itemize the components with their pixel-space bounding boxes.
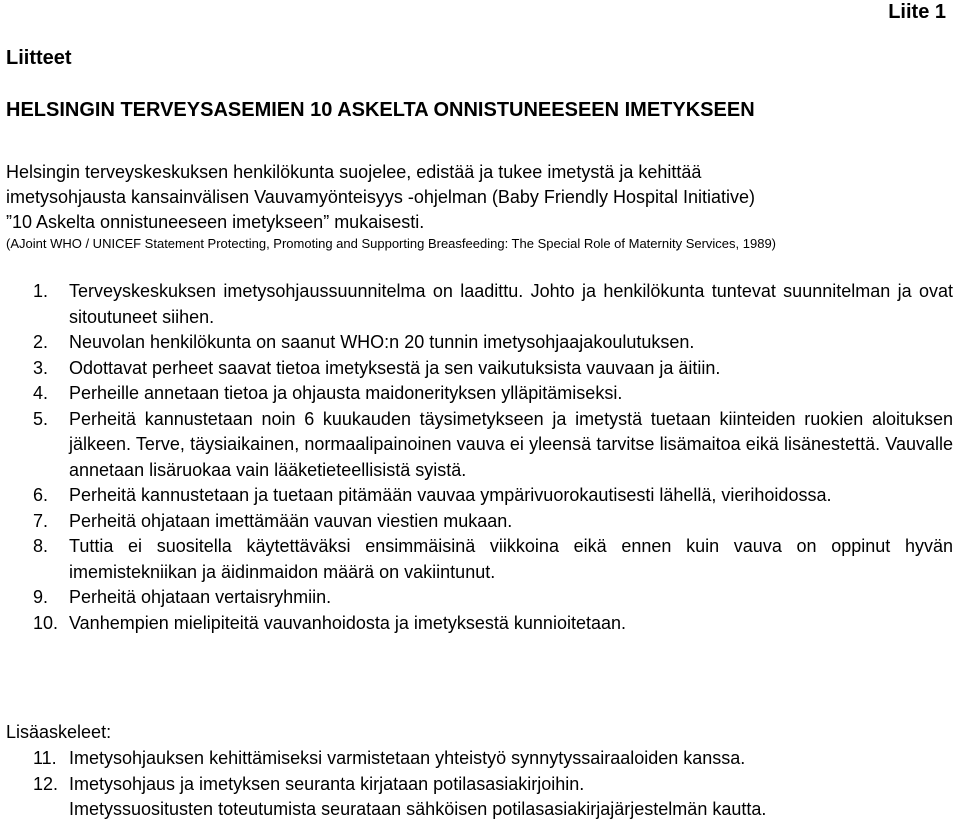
- list-item-continuation: [33, 797, 953, 823]
- step-number: 5.: [33, 408, 49, 429]
- list-item: [33, 381, 953, 407]
- step-number: 11.: [33, 748, 57, 768]
- steps-list: [33, 279, 953, 636]
- extra-steps-heading: Lisäaskeleet:: [6, 722, 112, 742]
- step-text: Tuttia ei suositella käytettäväksi ensimmäisinä viikkoina eikä ennen kuin vauva on oppinut hyvän imemistekniikan ja äidinmaidon määrä on vakiintunut.: [69, 536, 953, 582]
- step-continuation-text: Imetyssuositusten toteutumista seurataan sähköisen potilasasiakirjajärjestelmän kautta.: [69, 799, 767, 819]
- step-text: Vanhempien mielipiteitä vauvanhoidosta ja imetyksestä kunnioitetaan.: [69, 612, 626, 633]
- step-text: Imetysohjauksen kehittämiseksi varmistetaan yhteistyö synnytyssairaaloiden kanssa.: [69, 748, 746, 768]
- step-text: Perheitä ohjataan vertaisryhmiin.: [69, 587, 332, 607]
- step-text: Neuvolan henkilökunta on saanut WHO:n 20 tunnin imetysohjaajakoulutuksen.: [69, 332, 695, 352]
- step-number: 4.: [33, 383, 49, 403]
- list-item: [33, 772, 953, 798]
- step-text: Perheitä kannustetaan noin 6 kuukauden täysimetykseen ja imetystä tuetaan kiinteiden ruokien aloituksen jälkeen. Terve, täysiaikainen, normaalipainoinen vauva ei yleensä tarvitse lisämaitoa eikä lisänestettä. Vauvalle annetaan lisäruokaa vain lääketieteellisistä syistä.: [69, 408, 953, 480]
- step-number: 9.: [33, 587, 49, 607]
- step-number: 12.: [33, 773, 59, 794]
- step-text: Perheille annetaan tietoa ja ohjausta maidonerityksen ylläpitämiseksi.: [69, 383, 623, 403]
- list-item: [33, 534, 953, 585]
- step-number: 3.: [33, 357, 49, 378]
- list-item: [33, 483, 953, 509]
- citation: (AJoint WHO / UNICEF Statement Protecting, Promoting and Supporting Breasfeeding: The Special Role of Maternity Services, 1989): [6, 236, 777, 251]
- page-title: HELSINGIN TERVEYSASEMIEN 10 ASKELTA ONNISTUNEESEEN IMETYKSEEN: [6, 99, 755, 121]
- step-number: 6.: [33, 485, 49, 505]
- step-text: Terveyskeskuksen imetysohjaussuunnitelma on laadittu. Johto ja henkilökunta tuntevat suunnitelman ja ovat sitoutuneet siihen.: [69, 281, 953, 327]
- list-item: [33, 279, 953, 330]
- list-item: [33, 746, 953, 772]
- step-number: 10.: [33, 612, 59, 633]
- intro-line: imetysohjausta kansainvälisen Vauvamyönteisyys -ohjelman (Baby Friendly Hospital Initiative): [6, 187, 756, 207]
- list-item: [33, 330, 953, 356]
- extra-steps-list: [33, 746, 953, 823]
- appendix-label: Liite 1: [888, 1, 946, 23]
- step-number: 1.: [33, 281, 49, 301]
- step-text: Imetysohjaus ja imetyksen seuranta kirjataan potilasasiakirjoihin.: [69, 773, 585, 794]
- list-item: [33, 611, 953, 637]
- intro-paragraph: [6, 160, 956, 235]
- step-text: Odottavat perheet saavat tietoa imetyksestä ja sen vaikutuksista vauvaan ja äitiin.: [69, 357, 721, 378]
- list-item: [33, 509, 953, 535]
- list-item: [33, 585, 953, 611]
- section-heading: Liitteet: [6, 47, 72, 69]
- step-number: 7.: [33, 510, 49, 531]
- step-text: Perheitä kannustetaan ja tuetaan pitämään vauvaa ympärivuorokautisesti lähellä, vierihoidossa.: [69, 485, 832, 505]
- intro-line: ”10 Askelta onnistuneeseen imetykseen” mukaisesti.: [6, 212, 425, 232]
- step-number: 2.: [33, 332, 49, 352]
- list-item: [33, 356, 953, 382]
- step-number: 8.: [33, 536, 49, 556]
- step-text: Perheitä ohjataan imettämään vauvan viestien mukaan.: [69, 510, 513, 531]
- list-item: [33, 407, 953, 484]
- intro-line: Helsingin terveyskeskuksen henkilökunta suojelee, edistää ja tukee imetystä ja kehittää: [6, 162, 702, 182]
